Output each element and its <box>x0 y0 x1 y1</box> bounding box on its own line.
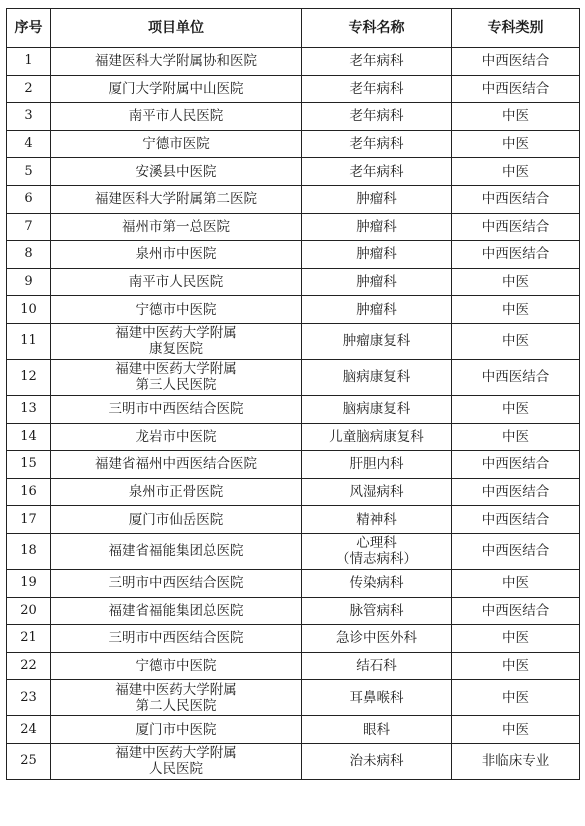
table-row <box>7 130 580 158</box>
category-cell: 中医 <box>452 625 580 653</box>
category-cell: 中西医结合 <box>452 48 580 76</box>
unit-line: 人民医院 <box>149 761 203 778</box>
specialty-line: 结石科 <box>356 657 397 674</box>
specialty-line: 急诊中医外科 <box>336 630 417 647</box>
row-number: 8 <box>7 241 51 269</box>
table-row <box>7 75 580 103</box>
category-cell: 中西医结合 <box>452 506 580 534</box>
specialty-cell <box>302 716 452 744</box>
category-cell: 中医 <box>452 395 580 423</box>
table-row <box>7 716 580 744</box>
category-cell: 中医 <box>452 103 580 131</box>
row-number: 13 <box>7 395 51 423</box>
table-row <box>7 158 580 186</box>
unit-line: 厦门市中医院 <box>135 721 217 738</box>
specialty-line: 脉管病科 <box>349 602 404 619</box>
category-cell: 中西医结合 <box>452 533 580 569</box>
specialty-line: 耳鼻喉科 <box>349 689 404 706</box>
table-row <box>7 395 580 423</box>
unit-line: 宁德市中医院 <box>135 657 217 674</box>
row-number: 21 <box>7 625 51 653</box>
unit-cell <box>51 241 302 269</box>
unit-line: 福建省福州中西医结合医院 <box>95 456 257 473</box>
row-number: 24 <box>7 716 51 744</box>
unit-cell <box>51 75 302 103</box>
row-number: 15 <box>7 451 51 479</box>
category-cell: 中西医结合 <box>452 451 580 479</box>
unit-line: 福建中医药大学附属 <box>115 681 237 698</box>
row-number: 17 <box>7 506 51 534</box>
unit-cell <box>51 569 302 597</box>
row-number: 4 <box>7 130 51 158</box>
specialty-line: 传染病科 <box>349 575 404 592</box>
unit-cell <box>51 268 302 296</box>
table-row <box>7 359 580 395</box>
unit-line: 南平市人民医院 <box>128 274 224 291</box>
specialty-line: 脑病康复科 <box>342 401 411 418</box>
row-number: 1 <box>7 48 51 76</box>
specialty-cell <box>302 323 452 359</box>
specialty-cell <box>302 625 452 653</box>
table-row <box>7 533 580 569</box>
table-row <box>7 743 580 779</box>
specialty-cell <box>302 241 452 269</box>
row-number: 18 <box>7 533 51 569</box>
table-row <box>7 423 580 451</box>
row-number: 19 <box>7 569 51 597</box>
table-row <box>7 241 580 269</box>
unit-line: 福建省福能集团总医院 <box>108 543 244 560</box>
unit-cell <box>51 296 302 324</box>
unit-line: 福建医科大学附属协和医院 <box>95 53 257 70</box>
row-number: 16 <box>7 478 51 506</box>
specialty-line: 肿瘤科 <box>356 246 397 263</box>
unit-line: 福建医科大学附属第二医院 <box>95 191 257 208</box>
specialty-line: （情志病科） <box>336 551 417 568</box>
unit-cell <box>51 395 302 423</box>
category-cell: 中医 <box>452 652 580 680</box>
specialty-cell <box>302 652 452 680</box>
specialty-line: 眼科 <box>363 721 390 738</box>
row-number: 23 <box>7 680 51 716</box>
specialty-cell <box>302 130 452 158</box>
row-number: 14 <box>7 423 51 451</box>
unit-line: 福建省福能集团总医院 <box>108 602 244 619</box>
unit-line: 南平市人民医院 <box>128 108 224 125</box>
unit-cell <box>51 625 302 653</box>
category-cell: 非临床专业 <box>452 743 580 779</box>
unit-line: 福建中医药大学附属 <box>115 745 237 762</box>
specialty-line: 肿瘤科 <box>356 191 397 208</box>
specialty-cell <box>302 48 452 76</box>
unit-cell <box>51 652 302 680</box>
unit-cell <box>51 716 302 744</box>
header-row <box>7 9 580 48</box>
specialty-cell <box>302 743 452 779</box>
table-row <box>7 323 580 359</box>
specialty-line: 治未病科 <box>349 753 404 770</box>
specialty-line: 精神科 <box>356 511 397 528</box>
header-specialty: 专科名称 <box>302 9 452 48</box>
table-row <box>7 296 580 324</box>
table-row <box>7 625 580 653</box>
unit-line: 康复医院 <box>149 341 203 358</box>
table-row <box>7 451 580 479</box>
row-number: 9 <box>7 268 51 296</box>
specialty-line: 老年病科 <box>349 53 404 70</box>
specialty-line: 肿瘤科 <box>356 301 397 318</box>
row-number: 6 <box>7 185 51 213</box>
table-row <box>7 103 580 131</box>
category-cell: 中医 <box>452 268 580 296</box>
unit-line: 宁德市中医院 <box>135 301 217 318</box>
category-cell: 中医 <box>452 716 580 744</box>
category-cell: 中西医结合 <box>452 359 580 395</box>
specialty-line: 肿瘤康复科 <box>342 333 411 350</box>
unit-line: 三明市中西医结合医院 <box>108 630 244 647</box>
specialty-cell <box>302 75 452 103</box>
unit-cell <box>51 478 302 506</box>
unit-cell <box>51 533 302 569</box>
specialty-line: 风湿病科 <box>349 484 404 501</box>
specialty-line: 肿瘤科 <box>356 274 397 291</box>
table-row <box>7 652 580 680</box>
unit-line: 三明市中西医结合医院 <box>108 575 244 592</box>
category-cell: 中医 <box>452 296 580 324</box>
unit-cell <box>51 506 302 534</box>
unit-line: 第三人民医院 <box>135 377 217 394</box>
specialty-line: 肿瘤科 <box>356 218 397 235</box>
unit-cell <box>51 680 302 716</box>
row-number: 12 <box>7 359 51 395</box>
specialty-line: 脑病康复科 <box>342 369 411 386</box>
category-cell: 中西医结合 <box>452 213 580 241</box>
unit-line: 福建中医药大学附属 <box>115 325 237 342</box>
specialty-cell <box>302 158 452 186</box>
unit-cell <box>51 451 302 479</box>
unit-line: 龙岩市中医院 <box>135 428 217 445</box>
unit-line: 福州市第一总医院 <box>122 218 230 235</box>
specialty-cell <box>302 423 452 451</box>
specialty-cell <box>302 296 452 324</box>
unit-cell <box>51 213 302 241</box>
unit-cell <box>51 158 302 186</box>
row-number: 3 <box>7 103 51 131</box>
unit-cell <box>51 597 302 625</box>
unit-line: 宁德市医院 <box>142 136 210 153</box>
unit-cell <box>51 130 302 158</box>
category-cell: 中西医结合 <box>452 597 580 625</box>
specialty-cell <box>302 185 452 213</box>
unit-line: 第二人民医院 <box>135 697 217 714</box>
unit-line: 泉州市正骨医院 <box>128 484 224 501</box>
table-row <box>7 506 580 534</box>
unit-cell <box>51 423 302 451</box>
row-number: 11 <box>7 323 51 359</box>
category-cell: 中医 <box>452 569 580 597</box>
specialty-cell <box>302 395 452 423</box>
table-row <box>7 597 580 625</box>
header-category: 专科类别 <box>452 9 580 48</box>
table-row <box>7 478 580 506</box>
unit-line: 三明市中西医结合医院 <box>108 401 244 418</box>
category-cell: 中医 <box>452 130 580 158</box>
row-number: 10 <box>7 296 51 324</box>
unit-cell <box>51 743 302 779</box>
specialty-cell <box>302 597 452 625</box>
category-cell: 中医 <box>452 158 580 186</box>
category-cell: 中西医结合 <box>452 241 580 269</box>
unit-cell <box>51 359 302 395</box>
table-row <box>7 569 580 597</box>
header-seq: 序号 <box>7 9 51 48</box>
row-number: 25 <box>7 743 51 779</box>
specialty-line: 老年病科 <box>349 136 404 153</box>
specialty-line: 儿童脑病康复科 <box>329 428 424 445</box>
specialty-cell <box>302 569 452 597</box>
unit-line: 厦门大学附属中山医院 <box>108 80 244 97</box>
table-row <box>7 185 580 213</box>
unit-cell <box>51 48 302 76</box>
specialty-cell <box>302 268 452 296</box>
specialty-cell <box>302 680 452 716</box>
row-number: 5 <box>7 158 51 186</box>
unit-line: 厦门市仙岳医院 <box>128 511 224 528</box>
specialty-cell <box>302 213 452 241</box>
specialty-line: 老年病科 <box>349 108 404 125</box>
category-cell: 中医 <box>452 680 580 716</box>
specialty-cell <box>302 533 452 569</box>
row-number: 2 <box>7 75 51 103</box>
specialty-cell <box>302 359 452 395</box>
specialty-line: 肝胆内科 <box>349 456 404 473</box>
row-number: 7 <box>7 213 51 241</box>
row-number: 20 <box>7 597 51 625</box>
table-body <box>7 48 580 780</box>
unit-line: 福建中医药大学附属 <box>115 361 237 378</box>
specialty-line: 老年病科 <box>349 80 404 97</box>
category-cell: 中医 <box>452 323 580 359</box>
unit-cell <box>51 185 302 213</box>
category-cell: 中西医结合 <box>452 478 580 506</box>
table-row <box>7 213 580 241</box>
header-unit: 项目单位 <box>51 9 302 48</box>
table-row <box>7 48 580 76</box>
unit-line: 泉州市中医院 <box>135 246 217 263</box>
category-cell: 中西医结合 <box>452 185 580 213</box>
row-number: 22 <box>7 652 51 680</box>
unit-cell <box>51 323 302 359</box>
specialty-line: 心理科 <box>356 535 397 552</box>
specialty-line: 老年病科 <box>349 163 404 180</box>
table-header <box>7 9 580 48</box>
specialty-table <box>6 8 580 780</box>
category-cell: 中医 <box>452 423 580 451</box>
category-cell: 中西医结合 <box>452 75 580 103</box>
table-row <box>7 680 580 716</box>
specialty-cell <box>302 103 452 131</box>
table-row <box>7 268 580 296</box>
unit-cell <box>51 103 302 131</box>
unit-line: 安溪县中医院 <box>135 163 217 180</box>
specialty-cell <box>302 478 452 506</box>
specialty-cell <box>302 451 452 479</box>
specialty-cell <box>302 506 452 534</box>
